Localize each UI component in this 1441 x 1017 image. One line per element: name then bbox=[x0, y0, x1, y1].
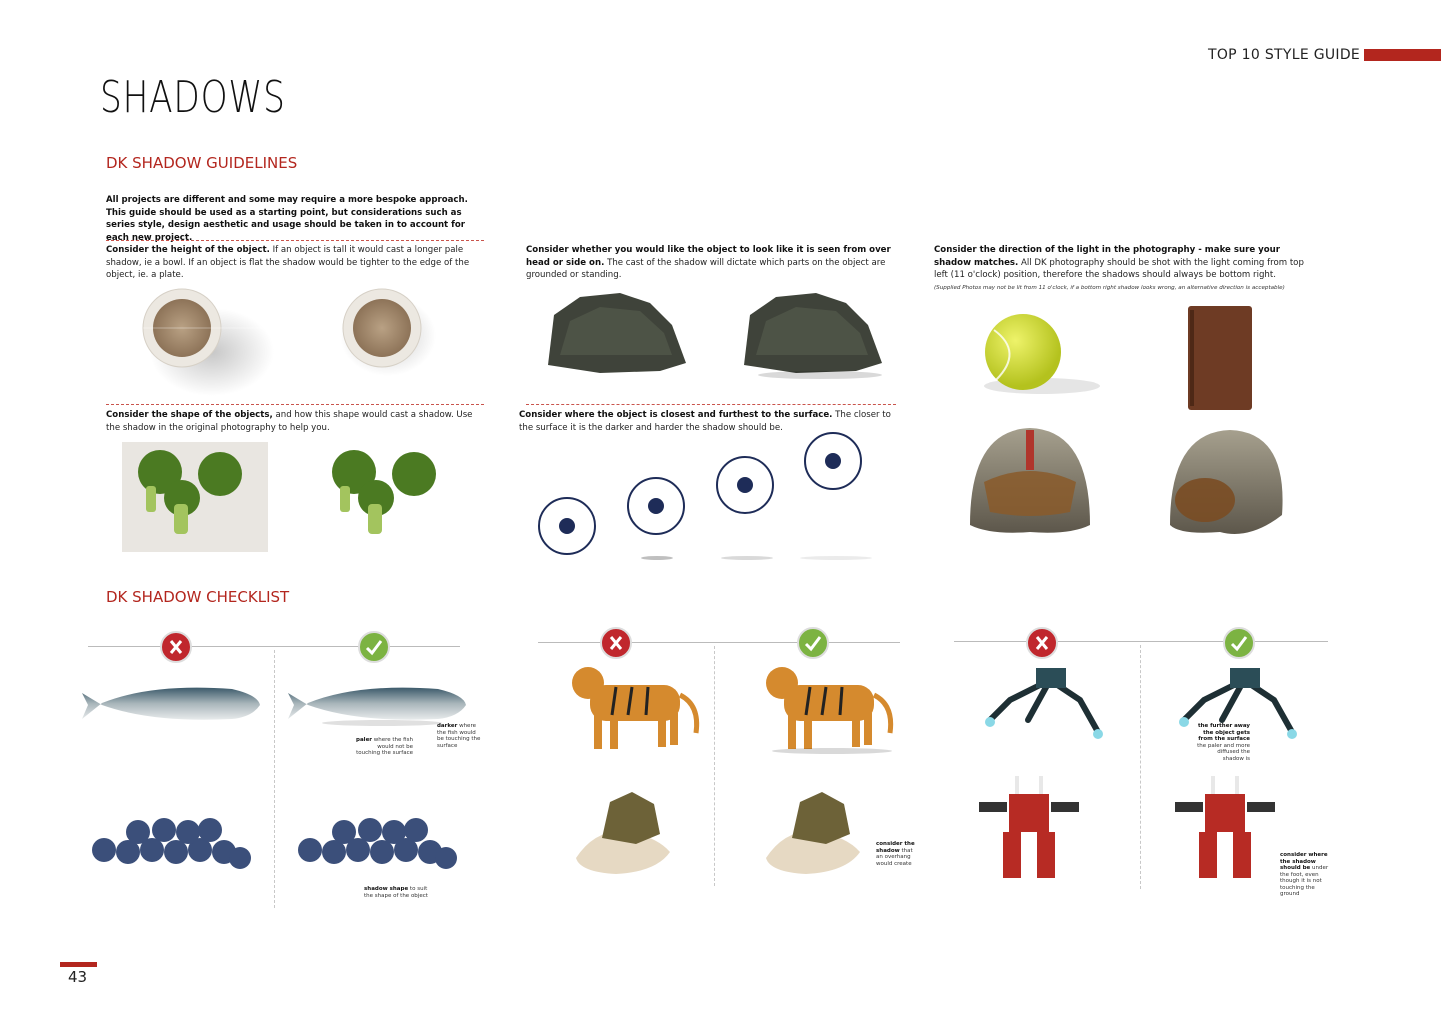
check-mark-icon bbox=[1223, 627, 1255, 659]
cross-mark-icon bbox=[160, 631, 192, 663]
blueberry-photos bbox=[88, 808, 468, 878]
rock-photos bbox=[540, 285, 900, 385]
annotation-overhang: consider the shadow that an overhang would create bbox=[876, 841, 915, 867]
page-number: 43 bbox=[68, 968, 88, 986]
annotation-paler: paler where the fish would not be touching the surface bbox=[356, 737, 413, 756]
divider bbox=[526, 404, 896, 405]
tip-overhead: Consider whether you would like the object to look like it is seen from over head or side on. The cast of the shadow will dictate which parts on the object are grounded or standing. bbox=[526, 245, 891, 280]
checklist-heading: DK SHADOW CHECKLIST bbox=[106, 588, 290, 606]
divider bbox=[106, 240, 484, 241]
mech-photos bbox=[975, 772, 1285, 892]
tip-height: Consider the height of the object. If an object is tall it would cast a longer pale shadow, ie a bowl. If an object is flat the shadow would be tighter to the edge of the object, ie. a plate. bbox=[106, 245, 470, 280]
broccoli-photos bbox=[122, 442, 462, 554]
football-photos bbox=[530, 428, 880, 568]
style-guide-label: TOP 10 STYLE GUIDE bbox=[1208, 47, 1361, 63]
mineral-photos bbox=[566, 788, 876, 878]
lighting-photos bbox=[950, 300, 1310, 570]
annotation-darker: darker where the fish would be touching the surface bbox=[437, 723, 481, 749]
checklist-rule bbox=[88, 646, 460, 647]
intro-text: All projects are different and some may require a more bespoke approach. This guide should be used as a starting point, but considerations such as series style, design aesthetic and usage should be taken in to account for each new project. bbox=[106, 195, 468, 243]
tiger-photos bbox=[566, 655, 896, 755]
annotation-mech: consider where the shadow should be under the foot, even though it is not touching the ground bbox=[1280, 852, 1329, 897]
tip-shape: Consider the shape of the objects, and how this shape would cast a shadow. Use the shadow in the original photography to help you. bbox=[106, 410, 473, 433]
divider bbox=[106, 404, 484, 405]
tip-light-direction: Consider the direction of the light in the photography - make sure your shadow matches. All DK photography should be shot with the light coming from top left (11 o'clock) position, therefore the shadows should always be bottom right. bbox=[934, 245, 1304, 280]
checklist-rule bbox=[538, 642, 900, 643]
guidelines-heading: DK SHADOW GUIDELINES bbox=[106, 154, 298, 172]
header-accent-bar bbox=[1364, 49, 1441, 61]
robot-photos bbox=[980, 660, 1320, 750]
checklist-rule bbox=[954, 641, 1328, 642]
fish-photos bbox=[82, 675, 472, 735]
tip-closest: Consider where the object is closest and furthest to the surface. The closer to the surface it is the darker and harder the shadow should be. bbox=[519, 410, 891, 433]
annotation-robot: the further away the object gets from the surface the paler and more diffused the shadow is bbox=[1197, 723, 1250, 762]
cross-mark-icon bbox=[1026, 627, 1058, 659]
page-accent-bar bbox=[60, 962, 97, 967]
light-note: (Supplied Photos may not be lit from 11 o'clock, if a bottom right shadow looks wrong, an alternative direction is acceptable) bbox=[934, 285, 1285, 291]
bowl-photos bbox=[100, 278, 490, 398]
page-title: SHADOWS bbox=[100, 72, 286, 123]
annotation-berries: shadow shape to suit the shape of the object bbox=[364, 886, 428, 899]
check-mark-icon bbox=[358, 631, 390, 663]
